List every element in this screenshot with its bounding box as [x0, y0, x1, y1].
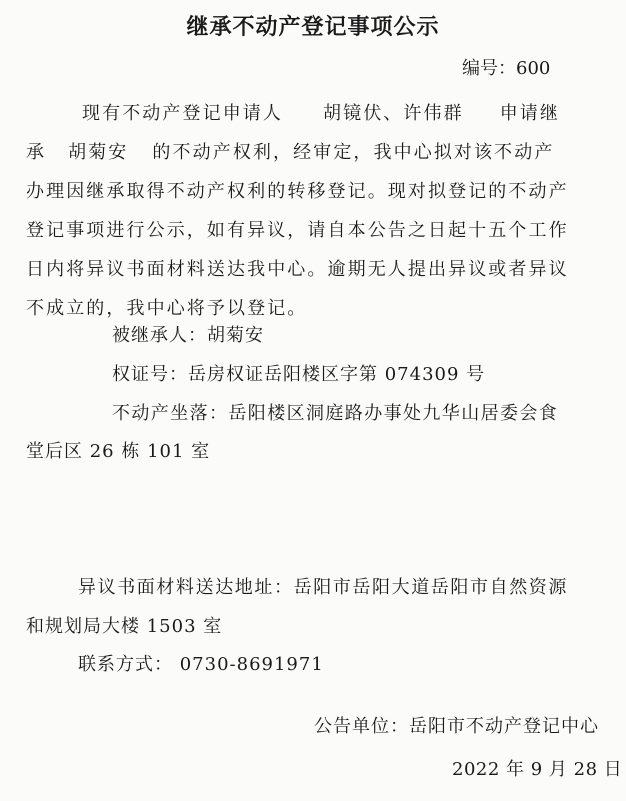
notice-body — [26, 94, 600, 328]
notice-title: 继承不动产登记事项公示 — [186, 15, 440, 40]
notice-date: 2022 年 9 月 28 日 — [452, 759, 623, 780]
issuer-line: 公告单位：岳阳市不动产登记中心 — [314, 716, 599, 737]
body-line-3: 办理因继承取得不动产权利的转移登记。现对拟登记的不动产 — [26, 181, 569, 202]
body-line-5: 日内将异议书面材料送达我中心。逾期无人提出异议或者异议 — [26, 259, 569, 280]
decedent-line: 被继承人：胡菊安 — [112, 325, 264, 346]
location-line-1: 不动产坐落：岳阳楼区洞庭路办事处九华山居委会食 — [112, 403, 559, 424]
body-lead: 现有不动产登记申请人 — [82, 103, 283, 124]
body-cont: 承 — [26, 142, 47, 163]
body-rest-line2: 的不动产权利，经审定，我中心拟对该不动产 — [152, 142, 555, 163]
body-line-1 — [26, 94, 600, 133]
body-applicants: 胡镜伏、许伟群 — [323, 103, 464, 124]
contact-line: 联系方式： 0730-8691971 — [78, 654, 324, 675]
objection-address-line-1: 异议书面材料送达地址：岳阳市岳阳大道岳阳市自然资源 — [78, 577, 568, 598]
body-line-2 — [26, 133, 600, 172]
objection-address-line-2: 和规划局大楼 1503 室 — [26, 616, 223, 637]
body-line-6: 不成立的，我中心将予以登记。 — [26, 298, 308, 319]
certificate-line: 权证号：岳房权证岳阳楼区字第 074309 号 — [112, 364, 486, 385]
location-line-2: 堂后区 26 栋 101 室 — [26, 441, 211, 462]
notice-number: 编号：600 — [462, 58, 551, 79]
body-decedent: 胡菊安 — [68, 142, 129, 163]
body-line-4: 登记事项进行公示，如有异议，请自本公告之日起十五个工作 — [26, 220, 569, 241]
body-apply-verb: 申请继 — [499, 103, 561, 124]
